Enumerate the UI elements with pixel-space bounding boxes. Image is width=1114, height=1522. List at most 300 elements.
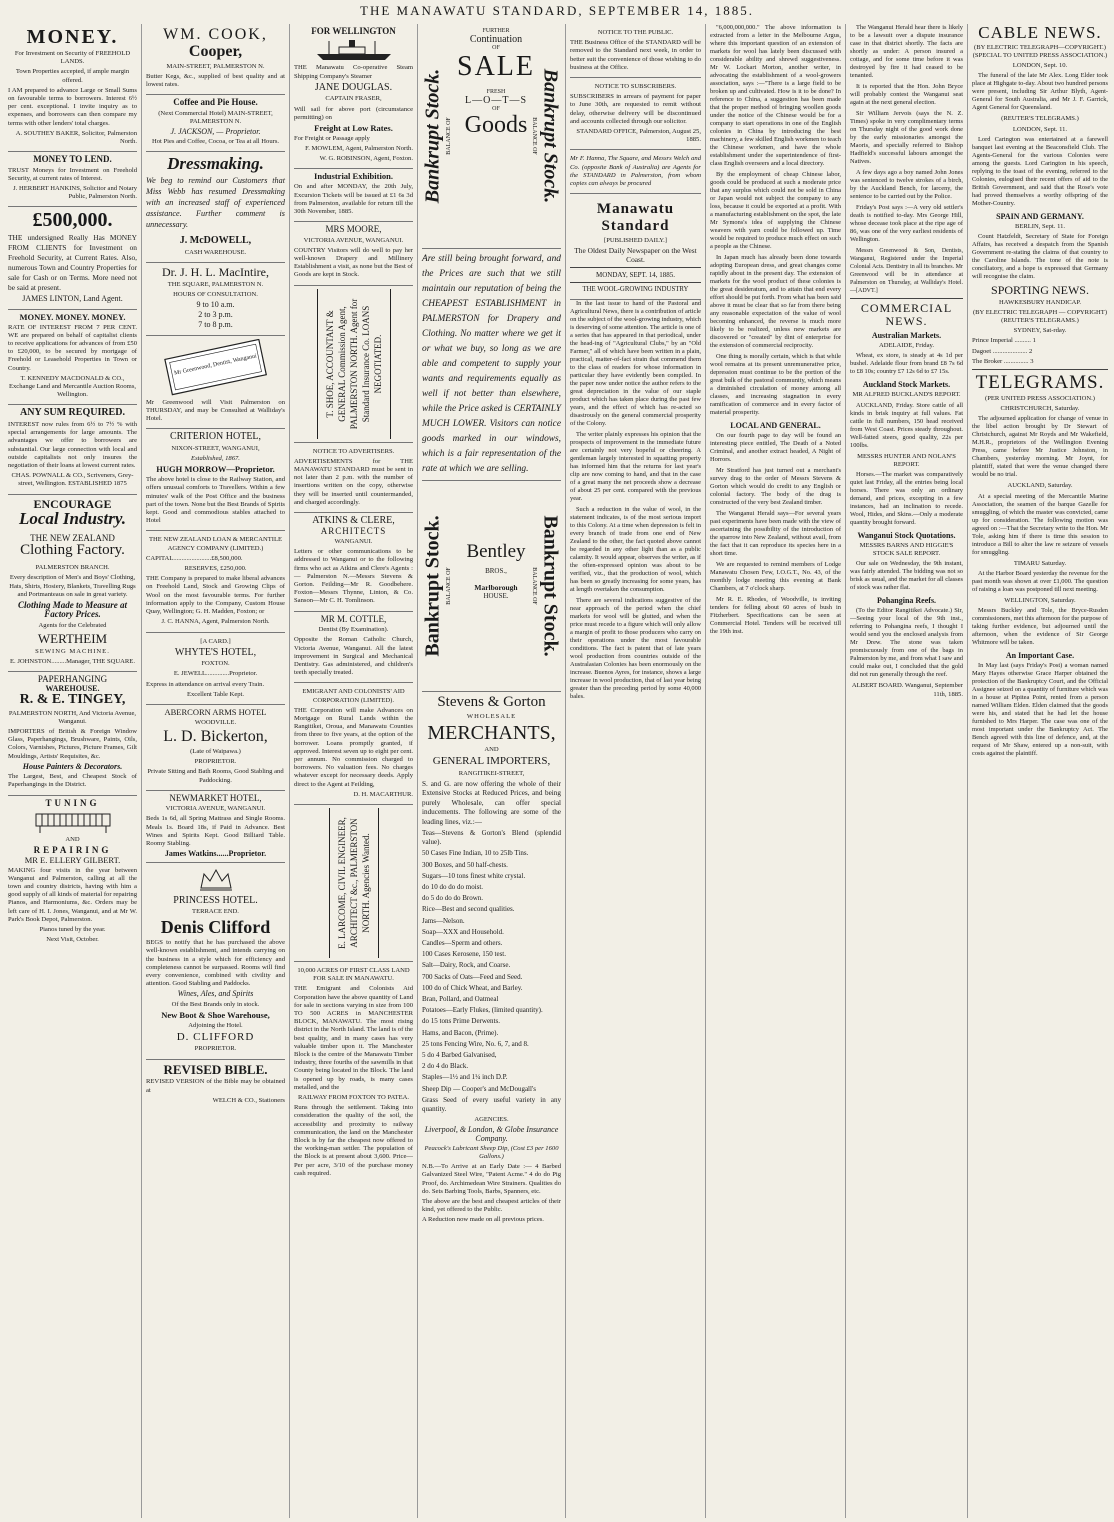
- coffee-prop: J. JACKSON, — Proprietor.: [170, 127, 261, 137]
- sporting-heading: SPORTING NEWS.: [991, 283, 1089, 298]
- emigrant-sign: D. H. MACARTHUR.: [353, 790, 413, 798]
- gilbert-ad: [8, 796, 137, 950]
- paper-date: MONDAY, SEPT. 14, 1885.: [595, 270, 676, 279]
- article-paragraph: One thing is morally certain, which is that while wool remains at its present unremunerative price, depression must continue to be the portion of the great bulk of the pastoral community, which means a diminished circulation of money among all classes, and increasing stagnation in every ramification of commerce and in every factor of material prosperity.: [710, 353, 841, 416]
- abercorn-prop: PROPRIETOR.: [194, 758, 237, 766]
- bankrupt-vert-right: Bankrupt Stock.: [539, 68, 562, 204]
- telegrams-heading: TELEGRAMS.: [975, 372, 1105, 394]
- doctor-name: Dr. J. H. L. MacIntire,: [162, 265, 269, 279]
- linton-body: THE undersigned Really Has MONEY FROM CLIENTS for Investment on Freehold Security, at Current Rates. Also, numerous Town and Country Properties for sale for Cash or on Terms. More need not be said at present.: [8, 233, 137, 293]
- bentley-vert-right: Bankrupt Stock.: [539, 515, 562, 657]
- atkins-sub: ARCHITECTS: [320, 525, 387, 536]
- bankrupt-lots: L—O—T—S: [465, 95, 527, 106]
- atkins-body: Letters or other communications to be addressed to Wanganui or to the following firms who act as Atkins and Clere's Agents :— Palmerston N.—Messrs Stevens & Gorton. Feilding—Mr R. Goodbehere. Foxton—Messrs Thynne, Linton, & Co. Sanson—Mr C. H. Tomlinson.: [294, 548, 413, 605]
- encourage-title: ENCOURAGE: [33, 496, 112, 511]
- sg-item: do 10 do do do moist.: [422, 882, 484, 891]
- steamer-a1: F. MOWLEM, Agent, Palmerston North.: [305, 145, 413, 153]
- buckland-body: AUCKLAND, Friday. Store cattle of all kinds in brisk inquiry at full values. Fat cattle in full numbers, 150 head received from West Coast. Prices steady throughout. Well-fatted steers, good quality, 22s per 100lbs.: [850, 401, 963, 449]
- sg-whole: WHOLESALE: [466, 712, 517, 720]
- doctor-addr: THE SQUARE, PALMERSTON N.: [167, 280, 264, 288]
- encourage-agents: Agents for the Celebrated: [38, 621, 107, 629]
- princess-brands: Of the Best Brands only in stock.: [171, 1000, 260, 1008]
- subscribers-sign: STANDARD OFFICE, Palmerston, August 25, 1885.: [576, 128, 701, 144]
- pohangina-body: (To the Editor Rangitikei Advocate.) Sir,—Seeing your local of the 9th inst., referring to Pohangina reefs, I thought I would send you the enclosed analysis from Mr Drew. The stone was taken promiscuously from one of the bags in Palmerston by me, and from what I saw and could make out, I concluded that the gold did not run generally through the reef.: [850, 607, 963, 679]
- nzloan-capital: CAPITAL.......................£8,500,000.: [146, 554, 243, 562]
- lend-body: TRUST Moneys for Investment on Freehold Security, at current rates of Interest.: [8, 166, 137, 182]
- sg-item: 5 do 4 Barbed Galvanised,: [422, 1051, 497, 1059]
- macdonald-ad: [8, 310, 137, 406]
- reuter-byline: (REUTER'S TELEGRAMS.): [1001, 115, 1079, 123]
- timaru-dateline: TIMARU Saturday.: [1013, 559, 1067, 567]
- princess-addr: TERRACE END.: [192, 908, 239, 916]
- sg-and: AND: [484, 745, 499, 753]
- emigrant-ad: [294, 683, 413, 805]
- newmarket-name: NEWMARKET HOTEL,: [169, 792, 262, 803]
- money-sign: A. SOUTHEY BAKER, Solicitor, Palmerston North.: [15, 129, 137, 146]
- dentist-sign-text: Mr Greenwood, Dentist, Wanganui: [173, 352, 258, 377]
- gilbert-repairing: REPAIRING: [33, 845, 112, 856]
- wellington-dateline: WELLINGTON, Saturday.: [1004, 596, 1076, 604]
- steamer-ship: JANE DOUGLAS.: [314, 81, 393, 93]
- adelaide-dateline: ADELAIDE, Friday.: [878, 342, 935, 350]
- coffee-title: Coffee and Pie House.: [173, 97, 258, 108]
- abercorn-late: (Late of Waipawa.): [190, 747, 241, 755]
- whyte-body: Express in attendance on arrival every Train.: [146, 680, 265, 688]
- newmarket-body: Beds 1s 6d, all Spring Mattrass and Single Rooms. Meals 1s. Board 18s, if Paid in Advance. Best Wines and Spirits Kept. Good Billiard Table. Roomy Stabling.: [146, 815, 285, 847]
- article-paragraph: In Japan much has already been done towards adopting European dress, and great changes come rapidly about in the present day. The extension of markets for the wool product of these colonies is the great desideratum, and to attain that end every effort should be put forth. From what has been said above it must be clear that so far from there being any reasonable expectation of the value of wool becoming enhanced, the reverse is much more likely to be realized, unless new markets are discovered or "created" by dint of enterprise for the extension of commercial reciprocity.: [710, 254, 841, 349]
- bible-title: REVISED BIBLE.: [163, 1061, 268, 1077]
- larcome-card-text: E. LARCOME, CIVIL ENGINEER, ARCHITECT &c., PALMERSTON NORTH. Agencies Wanted.: [329, 808, 379, 958]
- local-item: The Wanganui Herald says—For several years past experiments have been made with the view of ascertaining the possibility of the introduction of the sparrow into New Zealand, without avail, from the fact that it can reproduce its species here in a short time.: [710, 510, 841, 557]
- local-item: Messrs Greenwood & Son, Dentists, Wanganui, Registered under the Imperial Colonial Acts. Dentistry in all its branches. Mr Greenwood will be in attendance at Palmerston on Thursday, at Walliday's Hotel.—[ADVT.]: [850, 248, 963, 294]
- wellington-body: Messrs Buckley and Tole, the Bryce-Rusden commissioners, met this afternoon for the purpose of taking further evidence, but adjourned until the afternoon, when the evidence of Sir George Whitmore will be taken.: [972, 607, 1108, 647]
- result-row: Prince Imperial .......... 1: [972, 337, 1036, 345]
- nzloan-ad: [146, 531, 285, 632]
- gilbert-foot: Pianos tuned by the year.: [39, 926, 106, 934]
- emigrant-body: THE Corporation will make Advances on Mortgage on Rural Lands within the Rangitikei, Oroua, and Manawatu Counties from three to five years, at the option of the borrower. Loans promptly granted, if approved. Interest seven up to eight per cent. per annum. No commission charged to borrowers. No valuation fees. No charges whatever except for necessary deeds. Apply direct to the Agent at Feilding,: [294, 706, 413, 788]
- article-paragraph: The writer plainly expresses his opinion that the prospects of improvement in the immediate future are certainly not very hopeful or cheering. A gentleman largely interested in squatting property has informed him that the returns for last year's clip are now coming to hand, and that in the case of a great many the net proceeds show a decrease of about 25 per cent. compared with the previous year.: [570, 431, 701, 503]
- dress-sign: J. McDOWELL,: [179, 235, 252, 247]
- steamer-ad: [294, 24, 413, 169]
- clothing-factory-ad: [8, 495, 137, 673]
- tingey-ad: [8, 672, 137, 796]
- sg-end: The above are the best and cheapest articles of their kind, yet offered to the Public.: [422, 1198, 561, 1214]
- doctor-h1: 9 to 10 a.m.: [196, 300, 235, 309]
- sg-item: Candles—Sperm and others.: [422, 938, 503, 947]
- money-sub: For Investment on Security of FREEHOLD LANDS.: [14, 50, 131, 66]
- steamship-icon: [309, 38, 399, 62]
- bentley-ad: [422, 481, 561, 692]
- bentley-house2: HOUSE.: [483, 592, 509, 600]
- article-paragraph: Such a reduction in the value of wool, in the statement indicates, is of the most serious import to this Colony. At a time when depression is felt in every branch of trade from one end of New Zealand to the other, the fact quoted above cannot be regarded in any other light than as a public calamity. It would appear, observes the writer, as if the often-expressed opinion was about to be verified, viz., that the production of wool, which has been so greatly increasing for some years, has at length overtaken the consumption.: [570, 506, 701, 594]
- nzloan-reserve: RESERVES, £250,000.: [184, 565, 247, 573]
- berlin-body: Count Hatzfeldt, Secretary of State for Foreign Affairs, has received a despatch from the Spanish Government re-stating the claims of that country to the Caroline Islands. The tone of the note is conciliatory, and a hope is expressed that Germany will recognise the claim.: [972, 233, 1108, 281]
- exhibition-body: On and after MONDAY, the 20th July, Excursion Tickets will be issued at £1 6s 3d from Palmerston, available for return till the 30th November, 1885.: [294, 183, 413, 216]
- moore-addr: VICTORIA AVENUE, WANGANUI.: [303, 236, 404, 244]
- local-item: It is reported that the Hon. John Bryce will probably contest the Wanganui seat again at the next general election.: [850, 83, 963, 106]
- whyte-tag: [A CARD.]: [200, 637, 231, 645]
- pohangina-signer: ALBERT BOARD. Wanganui, September 11th, 1885.: [851, 682, 963, 698]
- advertisers-body: ADVERTISEMENTS for THE MANAWATU STANDARD must be sent in not later than 2 p.m. with the number of insertions written on the copy, otherwise they will be inserted until countermanded, and charged accordingly.: [294, 457, 413, 506]
- encourage-factory: Clothing Factory.: [20, 542, 125, 559]
- macdonald-sign: T. KENNEDY MACDONALD & CO., Exchange Land and Mercantile Auction Rooms, Wellington.: [8, 374, 137, 399]
- sydney-dateline: SYDNEY, Sat-rday.: [1013, 327, 1067, 335]
- criterion-ad: [146, 429, 285, 531]
- bankrupt-bal-left: BALANCE OF: [446, 117, 452, 155]
- timaru-body: At the Harbor Board yesterday the revenue for the past month was shown at over £1,000. The question of raising a loan was postponed till next meeting.: [972, 569, 1108, 593]
- cottle-body: Opposite the Roman Catholic Church, Victoria Avenue, Wanganui. All the latest improvement in Surgical and Mechanical Dentistry. Gas administered, and children's teeth specially treated.: [294, 636, 413, 677]
- agents-body: Mr F. Hanna, The Square, and Messrs Welch and Co. (opposite Bank of Australia) are Agents for the STANDARD in Palmerston, from whom copies can always be procured: [570, 155, 701, 188]
- nzloan-body: THE Company is prepared to make liberal advances on Freehold Land, Stock and Growing Clips of Wool on the most favourable terms. For further information apply to the Company, Custom House Quay, Wellington; G. H. Madden, Foxton; or: [146, 575, 285, 616]
- steamer-captain: CAPTAIN FRASER,: [325, 95, 382, 103]
- sg-item: 2 do 4 do Black.: [422, 1062, 469, 1071]
- piano-icon: [28, 810, 118, 834]
- bankrupt-bal-right: BALANCE OF: [531, 117, 537, 155]
- sg-item: 300 Boxes, and 50 half-chests.: [422, 860, 508, 869]
- barns-body: Our sale on Wednesday, the 9th instant, was fairly attended. The bidding was not so brisk as usual, and the market for all classes of stock was rather flat.: [850, 560, 963, 592]
- sg-item: 100 do of Chick Wheat, and Barley.: [422, 983, 523, 992]
- newmarket-prop: James Watkins......Proprietor.: [164, 849, 267, 859]
- subscribers-notice: [570, 78, 701, 150]
- shoe-card-ad: [294, 286, 413, 443]
- advertisers-notice: [294, 443, 413, 513]
- whyte-stable: Excellent Table Kept.: [186, 690, 245, 698]
- cook-addr: MAIN-STREET, PALMERSTON N.: [166, 62, 265, 70]
- hunter-body: Horses.—The market was comparatively quiet last Friday, all the entries being local horses. There was only an ordinary demand, and prices, excepting in a few instances, had an inclination to recede. Wool, Hides, and Skins.—Only a moderate quantity brought forward.: [850, 471, 963, 526]
- atkins-ad: [294, 513, 413, 612]
- bankrupt-further: FURTHER: [482, 28, 510, 34]
- christchurch-body: The adjourned application for change of venue in the libel action brought by Dr Stewart of Christchurch, against Mr Royds and Mr Wakefield, M.H.R., proprietors of the Wellington Evening Press, came before Mr Justice Johnston, in Chambers, yesterday morning. Mr Joynt, for plaintiff, stated that were the venue changed there would be no trial.: [972, 415, 1108, 479]
- acres-more: Runs through the settlement. Taking into consideration the quality of the soil, the accessibility and proximity to railway communication, the land on the Manchester Block is by far the cheapest now offered to the working-man settler. The population of the Block is at present about 3,600. Price—Per per acre, 3/10 of the purchase money cash required.: [294, 1104, 413, 1177]
- sg-item: 700 Sacks of Oats—Feed and Seed.: [422, 972, 523, 981]
- steamer-note: Will sail for above port (circumstance permitting) on: [294, 105, 413, 121]
- wanganui-stock-heading: Wanganui Stock Quotations.: [857, 531, 956, 540]
- atkins-name: ATKINS & CLERE,: [312, 515, 395, 527]
- pitch-body: Are still being brought forward, and the Prices are such that we still maintain our reputation of being the CHEAPEST ESTABLISHMENT in PALMERSTON for Drapery and Clothing. No matter where we get it or what we buy, so long as we are able and competent to supply your wants and requirements equally as well if not better than elsewhere, while the Price asked is CERTAINLY MUCH LOWER. Visitors can notice goods marked in our windows, which is a fair representation of the rate at which we are selling.: [422, 254, 561, 474]
- public-notice: [570, 24, 701, 78]
- sg-item: Hams, and Bacon, (Prime).: [422, 1028, 499, 1037]
- larcome-card-ad: [294, 805, 413, 962]
- dress-body: We beg to remind our Customers that Miss Webb has resumed Dressmaking with an increased staff of experienced assistance. Further comment is unnecessary.: [146, 176, 285, 230]
- acres-rail: RAILWAY FROM FOXTON TO PATEA.: [297, 1094, 410, 1101]
- cable-news-heading: CABLE NEWS.: [978, 24, 1102, 42]
- hawkesbury-byline: (BY ELECTRIC TELEGRAPH — COPYRIGHT) (REUTER'S TELEGRAMS.): [972, 308, 1108, 325]
- bankrupt-of: OF: [492, 45, 500, 51]
- article-paragraph: There are several indications suggestive of the near approach of the period when the chief markets for wool will be glutted, and when the price must recede to a figure which will only allow a margin of profit to those producers who carry on their operations under the most favourable conditions. The fact is patent that of late years wool production from countries outside of the Australasian Colonies has been enormously on the increase. Buenos Ayres, for instance, shows a large increase in wool production, that of last year being greater than the preceding period by some 40,000 bales.: [570, 597, 701, 701]
- bankrupt-cont: Continuation: [469, 34, 523, 45]
- atkins-place: WANGANUI.: [334, 538, 373, 546]
- london2-body: Lord Carington was entertained at a farewell banquet last evening at the Beaconsfield Club. The Agents-General for the various Colonies were among the guests. Lord Carington in his speech, replying to the toast of the evening, referred to the Colonies, eulogised their recent offers of aid to the British Government, and said that the Rose's vote had proved themselves a worthy offspring of the Mother-Country.: [972, 135, 1108, 207]
- criterion-est: Established, 1867.: [191, 455, 240, 463]
- sg-item: Soap—XXX and Household.: [422, 927, 504, 936]
- gilbert-and: AND: [65, 836, 80, 844]
- column-7: [846, 24, 968, 1518]
- bentley-vert-left: Bankrupt Stock.: [421, 515, 444, 657]
- bankrupt-fresh: FRESH: [486, 89, 506, 95]
- pownall-ad: [8, 405, 137, 494]
- tingey-trade: House Painters & Decorators.: [22, 761, 123, 771]
- princess-boot: New Boot & Shoe Warehouse,: [161, 1009, 270, 1020]
- article-paragraph: In the last issue to hand of the Pastoral and Agricultural News, there is a contribution of article on the subject of the wool-growing industry, which is deserving of some attention. The article is one of a series that has appeared in that periodical, under the head-ing of "Agricultural Clubs," by an "Old Farmer," all of which have been written in a plain, practical, matter-of-fact strain that commend them to the class of readers for whose information in particular they have evidently been compiled. In the paper now under notice the author refers to the great depreciation in the value of our staple product which has taken place during the past few years, and the effect of which has re-acted so disastrously on the general commercial prosperity of the Colony.: [570, 300, 701, 428]
- column-2: [142, 24, 290, 1518]
- lend-sign: J. HERBERT HANKINS, Solicitor and Notary Public, Palmerston North.: [13, 185, 137, 201]
- column-3: [290, 24, 418, 1518]
- encourage-nz: THE NEW ZEALAND: [30, 533, 115, 543]
- encourage-wertheim: WERTHEIM: [37, 631, 108, 647]
- exhibition-title: Industrial Exhibition.: [314, 171, 393, 182]
- tingey-name: R. & E. TINGEY,: [19, 691, 126, 707]
- princess-adj: Adjoining the Hotel.: [188, 1021, 243, 1029]
- acres-ad: [294, 962, 413, 1183]
- princess-sign: D. CLIFFORD: [176, 1030, 255, 1043]
- sg-item: Staples—1½ and 1¼ inch D.P.: [422, 1073, 508, 1082]
- sg-item: do 15 tons Prime Derwents.: [422, 1017, 500, 1026]
- hawkesbury-heading: HAWKESBURY HANDICAP.: [998, 298, 1082, 306]
- tingey-ware: WAREHOUSE.: [45, 683, 100, 693]
- paper-pub: [PUBLISHED DAILY.]: [604, 237, 667, 245]
- buckland-heading: MR ALFRED BUCKLAND'S REPORT.: [852, 391, 961, 399]
- sg-red: A Reduction now made on all previous prices.: [422, 1216, 544, 1224]
- article-paragraph: By the employment of cheap Chinese labor, goods could be produced at such a moderate price that any surplus which could not be sold in China or Japan would not subject the company to any loss, because it could be exported at a profit. With a manufacturing establishment on the spot, the late Mr Symons's idea of supplying the Chinese weavers with yarn could be followed up. Time would be required to produce much effect on such a people as the Chinese.: [710, 171, 841, 250]
- abercorn-owner: L. D. Bickerton,: [163, 728, 268, 746]
- auckland-body: At a special meeting of the Mercantile Marine Association, the seamen of the barque Gazelle for smuggling, of which the master was convicted, came up for consideration. The following motion was agreed on :—That the Secretary write to the Hon. Mr Tole, asking him if there is time this session to introduce a Bill to alter the law re seizure of vessels for smuggling.: [972, 492, 1108, 556]
- criterion-name: CRITERION HOTEL,: [169, 431, 262, 443]
- sg-item: Potatoes—Early Flukes, (limited quantity).: [422, 1006, 543, 1015]
- sg-body: S. and G. are now offering the whole of their Extensive Stocks at Reduced Prices, and being purely Wholesale, can offer special inducements. The following are some of the leading lines, viz.:—: [422, 779, 561, 826]
- gilbert-tuning: TUNING: [45, 797, 100, 808]
- london2-dateline: LONDON, Sept. 11.: [1012, 125, 1068, 133]
- wool-article-part1: [570, 300, 701, 701]
- princess-ad: [146, 863, 285, 1060]
- abercorn-name: ABERCORN ARMS HOTEL: [164, 707, 267, 718]
- whyte-name: WHYTE'S HOTEL,: [174, 646, 257, 658]
- acres-title: 10,000 ACRES OF FIRST CLASS LAND FOR SALE IN MANAWATU.: [297, 966, 410, 983]
- money-ad: [8, 24, 137, 152]
- bankrupt-stock-ad: [422, 24, 561, 249]
- whyte-place: FOXTON.: [201, 660, 230, 668]
- abercorn-place: WOODVILLE.: [194, 718, 237, 726]
- important-case-heading: An Important Case.: [1005, 651, 1075, 661]
- criterion-body: The above hotel is close to the Railway Station, and offers unusual comforts to Travellers. Within a few minutes' walk of the Post Office and the business part of the town. None but the Best Brands of Spirits kept. Good and commodious stables attached to Hotel: [146, 476, 285, 525]
- pohangina-heading: Pohangina Reefs.: [876, 596, 937, 606]
- coffee-ad: [146, 95, 285, 152]
- bankrupt-vert-left: Bankrupt Stock.: [421, 68, 444, 204]
- sg-item: Bran, Pollard, and Oatmeal: [422, 994, 499, 1003]
- abercorn-body: Private Sitting and Bath Rooms, Good Stabling and Paddocking.: [147, 768, 284, 784]
- steamer-freight: Freight at Low Rates.: [314, 122, 393, 133]
- subscribers-title: NOTICE TO SUBSCRIBERS.: [594, 83, 677, 91]
- local-item: The Wanganui Herald hear there is likely to be a lawsuit over a dispute insurance case in that district shortly. The facts are shortly as under: A person insured a cottage, and for some time before it was destroyed by fire it had ceased to be tenanted.: [850, 24, 963, 79]
- local-item: On our fourth page to day will be found an interesting piece entitled, The Death of a Noted Criminal, and another extract headed, A Night of Horrors.: [710, 432, 841, 463]
- hunter-heading: MESSRS HUNTER AND NOLAN'S REPORT.: [857, 452, 956, 468]
- bankrupt-sale: SALE: [457, 51, 535, 82]
- subscribers-body: SUBSCRIBERS in arrears of payment for paper to June 30th, are requested to remit without delay, otherwise delivery will be discontinued and accounts collected through our solicitor.: [570, 93, 701, 125]
- newspaper-masthead: THE MANAWATU STANDARD, SEPTEMBER 14, 1885.: [360, 3, 754, 18]
- bible-body: REVISED VERSION of the Bible may be obtained at: [146, 1078, 285, 1094]
- local-general-heading: LOCAL AND GENERAL.: [730, 421, 821, 430]
- paper-nameplate: [570, 194, 701, 300]
- macdonald-body: RATE OF INTEREST FROM 7 PER CENT. WE are prepared on behalf of capitalist clients to receive applications for advances of from £50 to £20,000, to be secured by mortgage of Freehold or Leasehold Properties in Town or Country.: [8, 323, 137, 372]
- bankrupt-goods: Goods: [464, 112, 528, 138]
- auckland-dateline: AUCKLAND, Saturday.: [1007, 482, 1073, 490]
- pownall-title: ANY SUM REQUIRED.: [20, 407, 125, 419]
- adelaide-body: Wheat, ex store, is steady at 4s 1d per bushel. Adelaide flour from brand £8 7s 6d to £8 10s; country £7 12s 6d to £7 15s.: [850, 352, 963, 376]
- result-row: Dagoet ..................... 2: [972, 347, 1033, 355]
- local-item: Mr R. E. Rhodes, of Woodville, is inviting tenders for felling about 60 acres of bush in Fitzherbert. Specifications can be seen at Commercial Hotel. Tenders will be received till the 19th inst.: [710, 596, 841, 635]
- cottle-name: MR M. COTTLE,: [320, 613, 387, 624]
- nzloan-name: THE NEW ZEALAND LOAN & MERCANTILE AGENCY COMPANY (LIMITED.): [148, 536, 282, 552]
- princess-prop: PROPRIETOR.: [194, 1045, 237, 1053]
- paper-oldest: The Oldest Daily Newspaper on the West Coast.: [574, 246, 697, 264]
- local-item: Mr Stratford has just turned out a merchant's survey drag to the order of Messrs Stevens & Gorton which would do credit to any English or colonial factory. The body of the drag is constructed of the very best Zealand timber.: [710, 467, 841, 506]
- cook-trade: Cooper,: [188, 42, 243, 60]
- doctor-hours: HOURS OF CONSULTATION.: [173, 290, 258, 298]
- bentley-bal-left: BALANCE OF: [446, 567, 452, 605]
- stevens-gorton-ad: [422, 692, 561, 1230]
- encourage-sub: Local Industry.: [18, 509, 127, 529]
- crown-icon: [146, 866, 286, 892]
- princess-wines: Wines, Ales, and Spirits: [177, 989, 254, 999]
- nzloan-sign: J. C. HANNA, Agent, Palmerston North.: [161, 618, 270, 626]
- sg-item: Salt—Dairy, Rock, and Coarse.: [422, 961, 511, 970]
- tingey-end: The Largest, Best, and Cheapest Stock of Paperhangings in the District.: [8, 773, 137, 789]
- criterion-addr: NIXON-STREET, WANGANUI,: [171, 444, 260, 452]
- lend-title: MONEY TO LEND.: [33, 154, 112, 165]
- criterion-prop: HUGH MORROW—Proprietor.: [156, 464, 275, 475]
- bankrupt-of2: OF: [492, 106, 500, 112]
- london1-body: The funeral of the late Mr Alex. Long Elder took place at Highgate to-day. About two hundred persons were present, including Sir Arthur Blyth, Agent-General for South Australia, and Mr J. F. Garrick, Agent General for Queensland.: [972, 72, 1108, 112]
- local-item: We are requested to remind members of Lodge Manawatu Chosen Few, I.O.G.T., No. 43, of the monthly lodge meeting this evening at Bank Chambers, at 7 o'clock sharp.: [710, 561, 841, 592]
- column-8: [968, 24, 1112, 1518]
- article-paragraph: "6,000,000,000." The above information is extracted from a letter in the Melbourne Argus, where this important question of an extension of markets for wool has lately been discussed with considerable ability and shrewd suggestiveness. Mr W. Lockart Morton, another writer, in advocating the establishment of a wool-growers association, says :—"There is a large field to be broken up and cultivated. How is it to be done? In reference to China, a suggestion has been made that the proper method of bringing woollen goods under the notice of the Chinese would be for a company to start operations in one of the English colonies in China by introducing the best machinery, a few skilled English workmen to teach the Chinese workmen, and have the whole establishment under the superintendence of first-class English overseers and a local directory.: [710, 24, 841, 167]
- column-5: [566, 24, 706, 1518]
- pitch-text: [422, 249, 561, 481]
- cottle-ad: [294, 612, 413, 684]
- press-byline: (PER UNITED PRESS ASSOCIATION.): [985, 395, 1095, 403]
- newmarket-ad: [146, 791, 285, 863]
- local-continued: [850, 24, 963, 295]
- coffee-body: Hot Pies and Coffee, Cocoa, or Tea at all Hours.: [151, 138, 280, 146]
- sg-peacock: Peacock's Lubricant Sheep Dip, (Cost £3 per 1600 Gallons.): [424, 1144, 559, 1161]
- sg-note: N.B.—To Arrive at an Early Date :— 4 Barbed Galvanized Steel Wire, "Patent Acme." 4 do do Pig Proof, do. Archimedean Wire Strainers. Qualities do do. Sets Barbing Tools, Barbs, Spanners, etc.: [422, 1163, 561, 1195]
- bentley-house: Marlborough: [474, 583, 518, 592]
- whyte-ad: [146, 633, 285, 706]
- sg-item: Sheep Dip — Cooper's and McDougall's: [422, 1084, 536, 1093]
- result-row: The Broker ............... 3: [972, 357, 1034, 365]
- sg-name: Stevens & Gorton: [437, 694, 546, 710]
- gilbert-next: Next Visit, October.: [46, 936, 99, 944]
- coffee-sub: (Next Commercial Hotel) MAIN-STREET, PALMERSTON N.: [158, 109, 273, 125]
- encourage-branch: PALMERSTON BRANCH.: [35, 564, 110, 572]
- dress-sub: CASH WAREHOUSE.: [184, 248, 247, 256]
- linton-ad: [8, 207, 137, 309]
- sg-item: 50 Cases Fine Indian, 10 to 25lb Tins.: [422, 849, 529, 858]
- bentley-bal-right: BALANCE OF: [531, 567, 537, 605]
- local-general-items: [710, 432, 841, 636]
- cottle-trade: Dentist (By Examination).: [318, 626, 389, 634]
- money-note: Town Properties accepted, if ample margin offered.: [15, 68, 130, 84]
- tingey-place: PALMERSTON NORTH, And Victoria Avenue, Wanganui.: [8, 709, 137, 725]
- exhibition-ad: [294, 169, 413, 222]
- whyte-prop: E. JEWELL..............Proprietor.: [173, 670, 258, 678]
- sg-item: Sugars—10 tons finest white crystal.: [422, 871, 526, 880]
- lend-ad: [8, 152, 137, 207]
- sg-item: 100 Cases Kerosene, 150 test.: [422, 950, 506, 959]
- london1-dateline: LONDON, Sept. 10.: [1012, 62, 1068, 70]
- agents-notice: [570, 150, 701, 194]
- spain-germany-heading: SPAIN AND GERMANY.: [996, 211, 1084, 221]
- wool-article-part2: [710, 24, 841, 417]
- pownall-body: INTEREST now rules from 6½ to 7½ % with special arrangements for large amounts. The advantages we offer to borrowers are substantial. Our large connection with local and outside capitalists not only insures the negotiation of their loans at lowest current rates.: [8, 420, 137, 469]
- dentist-body: Mr Greenwood will Visit Palmerston on THURSDAY, and may be Consulted at Walliday's Hotel.: [146, 398, 285, 423]
- sg-item: Teas—Stevens & Gorton's Blend (splendid value).: [422, 828, 561, 847]
- money-title: MONEY.: [26, 26, 119, 48]
- sg-items-list: [422, 829, 561, 1114]
- barns-heading: MESSRS BARNS AND HIGGIE'S STOCK SALE REPORT.: [859, 542, 954, 558]
- local-item: Sir William Jervois (says the N. Z. Times) spoke in very complimentary terms on Thursday night of the good work done by the early missionaries amongst the Maoris, and specially referred to Bishop Hadfield's successful labours amongst the Natives.: [850, 110, 963, 165]
- emigrant-title: EMIGRANT AND COLONISTS' AID CORPORATION (LIMITED).: [302, 688, 405, 704]
- cook-ad: [146, 24, 285, 95]
- encourage-manager: E. JOHNSTON.........Manager, THE SQUARE.: [10, 657, 135, 665]
- sg-item: do 5 do do do Brown.: [422, 894, 484, 903]
- money-body: I AM prepared to advance Large or Small Sums on favourable terms to borrowers. Interest 6½ per cent. exceptional. I invite inquiry as to expenses, and borrowers can then compare my terms with other lenders' total charges.: [8, 86, 137, 127]
- princess-owner: Denis Clifford: [160, 917, 271, 938]
- steamer-a2: W. G. ROBINSON, Agent, Foxton.: [319, 155, 413, 163]
- steamer-apply: For Freight or Passage apply: [294, 134, 370, 142]
- linton-sign: JAMES LINTON, Land Agent.: [22, 294, 123, 304]
- paper-name: Manawatu Standard: [596, 201, 675, 235]
- public-notice-title: NOTICE TO THE PUBLIC.: [597, 29, 674, 36]
- local-item: A few days ago a boy named John Jones was sentenced to twelve strokes of a birch, by the Auckland Bench, for larceny, the sentence to be carried out by the Police.: [850, 169, 963, 200]
- steamer-title: FOR WELLINGTON: [311, 26, 396, 36]
- auckland-stock-heading: Auckland Stock Markets.: [862, 380, 951, 390]
- tingey-body: IMPORTERS of British & Foreign Window Glass, Paperhangings, Brushware, Paints, Oils, Colors, Varnishes, Pictures, Picture Frames, Gilt Mouldings, Artists' Requisites, &c.: [8, 728, 137, 760]
- dentist-ad: [146, 336, 285, 430]
- dress-title: Dressmaking.: [167, 154, 264, 174]
- berlin-dateline: BERLIN, Sept. 11.: [1014, 222, 1066, 230]
- bible-ad: [146, 1060, 285, 1110]
- bentley-bros: BROS.,: [485, 567, 507, 575]
- tingey-pap: PAPERHANGING: [37, 674, 108, 685]
- sg-item: Grass Seed of every useful variety in any quantity.: [422, 1095, 561, 1114]
- australian-markets-heading: Australian Markets.: [871, 331, 942, 341]
- sg-addr: RANGITIKEI-STREET,: [458, 769, 525, 777]
- princess-name: PRINCESS HOTEL.: [173, 894, 258, 906]
- christchurch-dateline: CHRISTCHURCH, Saturday.: [1000, 405, 1080, 413]
- sg-agencies: AGENCIES.: [474, 1116, 509, 1124]
- sg-gen: GENERAL IMPORTERS,: [432, 755, 551, 768]
- doctor-ad: [146, 263, 285, 336]
- steamer-body: THE Manawatu Co-operative Steam Shipping Company's Steamer: [294, 64, 413, 80]
- cook-body: Butter Kegs, &c., supplied of best quality and at lowest rates.: [146, 72, 285, 88]
- sg-item: Rice—Best and second qualities.: [422, 905, 515, 914]
- linton-title: £500,000.: [32, 209, 113, 232]
- dress-ad: [146, 152, 285, 263]
- abercorn-ad: [146, 705, 285, 791]
- gilbert-body: MAKING four visits in the year between Wanganui and Palmerston, calling at all the town and country districts, having with him a good supply of all kinds of material for repairing Pianos, and Harmoniums, &c. Orders may be left care of H. I. Jones, Wanganui, and at Mr W. Park's Book Depot, Palmerston.: [8, 866, 137, 923]
- encourage-body: Every description of Men's and Boys' Clothing, Hats, Shirts, Hosiery, Blankets, Travelling Rugs and Portmanteaus on sale in great variety.: [9, 574, 136, 598]
- local-item: Friday's Post says :—A very old settler's death is notified to-day. Mrs George Hill, whose decease took place at the ripe age of 86, was one of the very earliest residents of Wellington.: [850, 204, 963, 243]
- moore-body: COUNTRY Visitors will do well to pay her well-known Drapery and Millinery Establishment a visit, as none but the Best of Goods are kept in Stock.: [294, 246, 413, 279]
- commercial-heading: COMMERCIAL NEWS.: [860, 301, 953, 328]
- encourage-sewing: SEWING MACHINE.: [35, 647, 110, 655]
- sg-lp: Liverpool, & London, & Globe Insurance Company.: [424, 1125, 559, 1143]
- paper-head: THE WOOL-GROWING INDUSTRY: [582, 286, 689, 294]
- important-case-body: In May last (says Friday's Post) a woman named Mary Hayes otherwise Grace Harper obtained the protection of the Bankruptcy Court, and the Official Assignee seized on a quantity of furniture which was in a house at Pipitea Point, rented from a person named William Elden. Elden claimed that the goods were his, and stated that he had let the house furnished to Mrs Harper. The case was one of the most important under the Bankruptcy Act. The Bench agreed with this line of defence, and, at the request of Mr Shaw, entered up a non-suit, with costs against the plaintiff.: [972, 662, 1108, 758]
- shoe-card-text: T. SHOE, ACCOUNTANT & GENERAL Commission Agent, PALMERSTON NORTH. Agent for Standard Insurance Co. LOANS NEGOTIATED.: [317, 289, 391, 439]
- newmarket-addr: VICTORIA AVENUE, WANGANUI.: [165, 805, 266, 813]
- gilbert-by: MR E. ELLERY GILBERT.: [24, 854, 121, 865]
